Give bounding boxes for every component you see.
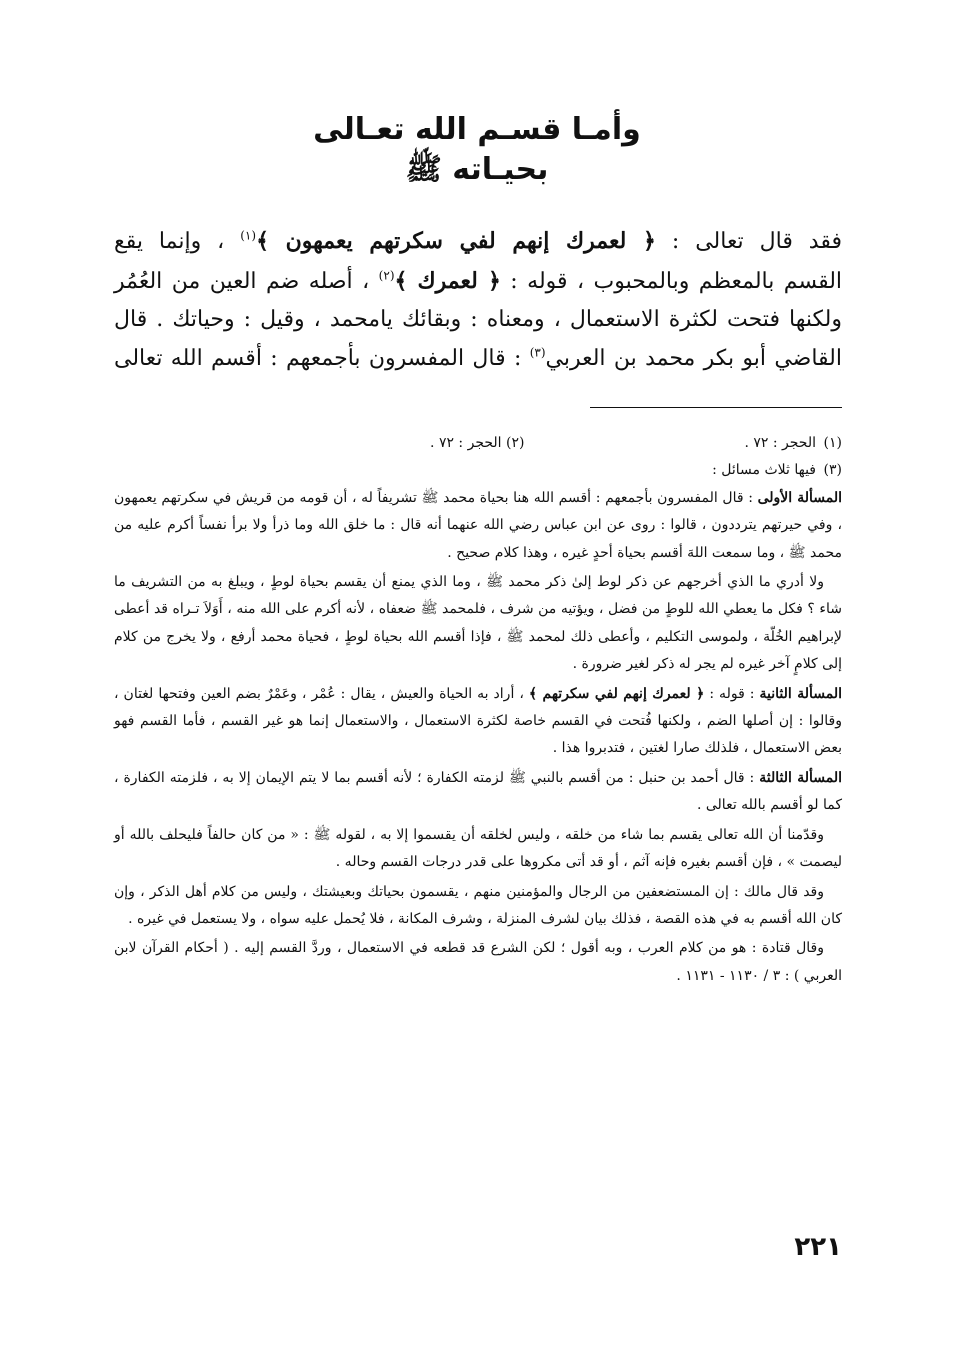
main-line-4 [114, 340, 842, 379]
footnote-separator [590, 407, 842, 408]
note-paragraph-6: وقد قال مالك : إن المستضعفين من الرجال والمؤمنين منهم ، يقسمون بحياتك وبعيشتك ، وليس من كلام أهل الذكر ، وإن كان الله أقسم به في هذه القصة ، فذلك بيان لشرف المنزلة ، وشرف المكانة ، فلا يُحمل عليه سواه ، ولا يستعمل في غيره . [114, 883, 842, 927]
main-line-2-end: ، أصله ضم العين من العُمُر [114, 268, 379, 294]
footnote-3 [114, 457, 842, 484]
note-paragraph-7: وقال قتادة : هو من كلام العرب ، وبه أقول ؛ لكن الشرع قد قطعه في الاستعمال ، وردَّ القسم إليه . ( أحكام القرآن لابن العربي ) : ٣ / ١١٣٠ - ١١٣١ . [114, 940, 842, 984]
issue-3-heading: المسألة الثالثة [759, 769, 843, 786]
footnote-2-text: (٢) الحجر : ٧٢ . [430, 435, 525, 451]
note-paragraph-5: وقدّمنا أن الله تعالى يقسم بما شاء من خلقه ، وليس لخلقه أن يقسموا إلا به ، لقوله ﷺ : « من كان حالفاً فليحلف بالله أو ليصمت » ، فإن أقسم بغيره فإنه آثم ، أو قد أتى مكروها على قدر درجات القسم وحاله . [114, 826, 842, 871]
issue-1-text: : قال المفسرون بأجمعهم : أقسم الله هنا بحياة محمد ﷺ تشريفاً له ، أن قومه من قريش في سكرتهم يعمهون ، وفي حيرتهم يترددون ، قالوا : روى عن ابن عباس رضي الله عنهما أنه قال : ما خلق الله وما ذرأ ولا برأ نفساً أكرم عليه من محمد ﷺ ، وما سمعت اللهَ أقسم بحياة أحدٍ غيره ، وهذا كلام صحيح . [114, 489, 842, 561]
issue-3-text: : قال أحمد بن حنبل : من أقسم بالنبي ﷺ لزمته الكفارة ؛ لأنه أقسم بما لا يتم الإيمان إلا به ، فلزمته الكفارة ، كما لو أقسم بالله تعالى . [114, 769, 842, 814]
main-line-1 [114, 222, 842, 262]
quran-quote-2: ﴿ لعمرك ﴾ [394, 267, 501, 294]
main-line-4-intro: القاضي أبو بكر محمد بن العربي [545, 345, 842, 371]
main-text [114, 222, 842, 378]
section-title [0, 110, 954, 190]
note-paragraph-2: ولا أدري ما الذي أخرجهم عن ذكر لوط إلىٰ ذكر محمد ﷺ ، وما الذي يمنع أن يقسم بحياة لوطٍ ، ويبلغ به من التشريف ما شاء ؟ فكل ما يعطي الله للوطٍ من فضل ، ويؤتيه من شرف ، فلمحمد ﷺ ضعفاه ، لأنه أكرم على الله منه ، أَوَلاَ تـراه قد أعطى لإبراهيم الخُلّة ، ولموسى التكليم ، وأعطى ذلك لمحمد ﷺ ، فإذا أقسم الله بحياة لوطٍ ، فحياة محمد أرفع ، ولا يخرج من كلام إلى كلامٍ آخر غيره لم يجر له ذكر لغير ضرورة . [114, 574, 842, 673]
footnote-ref-2: (٢) [378, 268, 395, 283]
main-line-4-end: : قال المفسرون بأجمعهم : أقسم الله تعالى [114, 345, 530, 371]
title-line-1: وأمـا قسـم الله تعـالى [313, 112, 641, 147]
main-line-1-intro: فقد قال تعالى : [655, 229, 842, 254]
issue-2-intro: : قوله : [704, 685, 760, 702]
footnote-1 [114, 430, 842, 457]
footnote-3-text: فيها ثلاث مسائل : [712, 462, 816, 479]
footnotes [114, 430, 842, 990]
footnote-ref-3: (٣) [529, 345, 546, 360]
footnote-1-number: (١) [823, 435, 842, 451]
issue-2-quote: ﴿ لعمرك إنهم لفي سكرتهم ﴾ [528, 685, 705, 702]
issue-2-text: ، أراد به الحياة والعيش ، يقال : عُمْر ، وعَمْرٌ بضم العين وفتحها لغتان ، وقالوا : إن أصلها الضم ، ولكنها فُتحت في القسم خاصة لكثرة الاستعمال ، والاستعمال إنما هو غير القسم ، فأما القسم فهو بعض الاستعمال ، فلذلك صارا لغتين ، فتدبروا هذا . [114, 685, 842, 757]
main-line-2-intro: القسم بالمعظم وبالمحبوب ، قوله : [500, 268, 843, 294]
note-paragraph-4 [114, 765, 842, 820]
page-number: ٢٢١ [794, 1232, 842, 1262]
footnote-3-number: (٣) [823, 462, 842, 479]
issue-2-heading: المسألة الثانية [759, 685, 843, 702]
note-paragraph-1 [114, 485, 842, 567]
footnote-1-text: الحجر : ٧٢ . [744, 435, 816, 451]
note-paragraph-3 [114, 681, 842, 763]
main-line-3: ولكنها فتحت لكثرة الاستعمال ، ومعناه : وبقائك يامحمد ، وقيل : وحياتك . قال [114, 307, 842, 332]
issue-1-heading: المسألة الأولى [757, 489, 842, 506]
main-line-2 [114, 262, 842, 302]
quran-quote-1: ﴿ لعمرك إنهم لفي سكرتهم يعمهون ﴾ [256, 228, 656, 254]
title-line-2: بحيـاته ﷺ [405, 152, 549, 187]
main-line-1-end: ، وإنما يقع [114, 229, 241, 254]
footnote-ref-1: (١) [240, 228, 257, 243]
